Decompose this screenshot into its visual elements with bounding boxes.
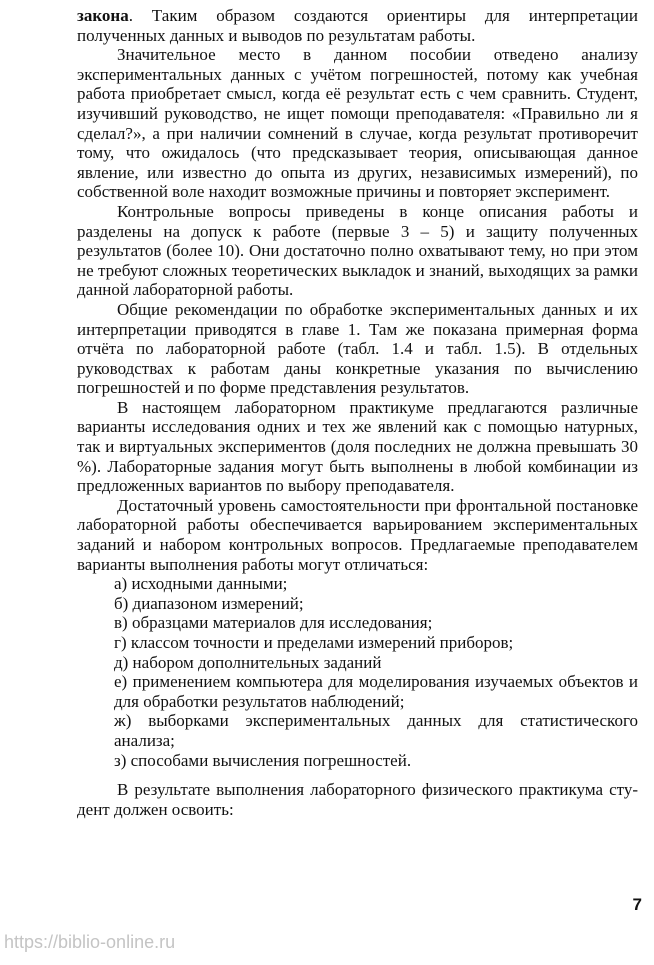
paragraph-control-questions: Контрольные вопросы приведены в конце описания работы и разделены на допуск к работе (первые 3 – 5) и защиту полученных результатов (более 10). Они достаточно полно охватывают тему, но при этом не требуют сложных теоретических выкладок и знаний, выходящих за рамки данной лабораторной работы.	[77, 201, 638, 300]
list-item: в) образцами материалов для исследования;	[114, 613, 433, 633]
paragraph-general-recommendations: Общие рекомендации по обработке экспериментальных данных и их интерпретации приводятся в главе 1. Там же показана примерная форма отчёта по лабораторной работе (табл. 1.4 и табл. 1.5). В отдельных руководствах к работам даны конкретные указания по вычислению погрешностей и по форме представления результатов.	[77, 299, 638, 398]
list-item: ж) выборками экспериментальных данных для статистического анализа;	[114, 711, 638, 750]
paragraph-error-analysis: Значительное место в данном пособии отведено анализу экспериментальных данных с учётом погрешностей, потому как учебная работа приобретает смысл, когда её результат есть с чем сравнить. Студент, изучивший руководство, не ищет помощи преподавателя: «Правильно ли я сделал?», а при наличии сомнений в случае, когда результат противоречит тому, что ожидалось (что предсказывает теория, описывающая данное явление, или известно до опыта из других, независимых измерений), по собственной воле находит возможные причины и повторяет эксперимент.	[77, 45, 638, 202]
paragraph-independence: Достаточный уровень самостоятельности при фронтальной постановке лабораторной работы обеспечивается варьированием экспериментальных заданий и набором контрольных вопросов. Предлагаемые преподавателем варианты выполнения работы могут отличаться:	[77, 495, 638, 574]
page-body	[77, 6, 638, 819]
paragraph-intro-text: . Таким образом создаются ориентиры для интерпретации полученных данных и выводов по результатам работы.	[77, 6, 638, 45]
list-item: г) классом точности и пределами измерений приборов;	[114, 633, 514, 652]
list-item: б) диапазоном измерений;	[114, 593, 304, 613]
list-item: з) способами вычисления погрешностей.	[114, 750, 412, 770]
bold-term: закона	[77, 6, 129, 25]
list-item: д) набором дополнительных заданий	[114, 652, 382, 672]
list-item: е) применением компьютера для моделирования изучаемых объектов и для обработки результатов наблюдений;	[114, 672, 638, 711]
paragraph-lab-variants: В настоящем лабораторном практикуме предлагаются различные варианты исследования одних и тех же явлений как с помощью натурных, так и виртуальных экспериментов (доля последних не должна превышать 30 %). Лабораторные задания могут быть выполнены в любой комбинации из предложенных вариантов по выбору преподавателя.	[77, 397, 638, 496]
paragraph-conclusion: В результате выполнения лабораторного физического практикума студент должен освоить:	[77, 780, 638, 819]
source-watermark: https://biblio-online.ru	[4, 932, 176, 952]
paragraph-intro	[77, 6, 638, 45]
page-number: 7	[632, 895, 642, 914]
list-item: а) исходными данными;	[114, 574, 288, 594]
variant-list	[77, 574, 638, 770]
